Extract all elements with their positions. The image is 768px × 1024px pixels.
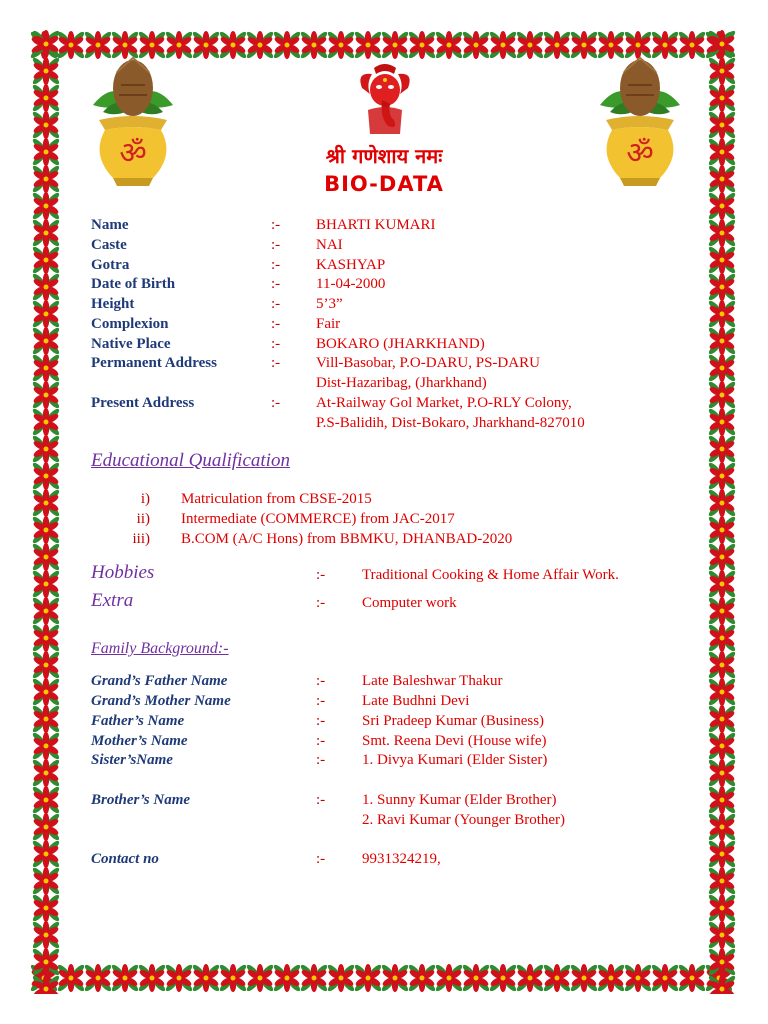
field-label: Mother’s Name (91, 733, 188, 749)
kalash-om-icon (83, 50, 183, 190)
field-label: Contact no (91, 851, 159, 867)
poinsettia-icon (31, 461, 61, 491)
poinsettia-icon (31, 245, 61, 275)
poinsettia-icon (31, 596, 61, 626)
poinsettia-icon (488, 963, 518, 993)
poinsettia-icon (707, 83, 737, 113)
poinsettia-icon (707, 812, 737, 842)
poinsettia-icon (434, 963, 464, 993)
poinsettia-icon (707, 758, 737, 788)
poinsettia-icon (707, 30, 737, 59)
poinsettia-icon (707, 434, 737, 464)
poinsettia-icon (707, 353, 737, 383)
field-separator: :- (316, 752, 326, 768)
field-label: Permanent Address (91, 355, 217, 371)
poinsettia-icon (31, 83, 61, 113)
field-value: Late Budhni Devi (362, 693, 470, 709)
field-value: P.S-Balidih, Dist-Bokaro, Jharkhand-827010 (316, 415, 585, 431)
poinsettia-icon (31, 434, 61, 464)
poinsettia-icon (434, 30, 464, 60)
field-separator: :- (271, 237, 281, 253)
field-value: 2. Ravi Kumar (Younger Brother) (362, 812, 566, 828)
poinsettia-icon (407, 963, 437, 993)
poinsettia-icon (31, 272, 61, 302)
field-label: Father’s Name (91, 713, 185, 729)
field-value: Vill-Basobar, P.O-DARU, PS-DARU (316, 355, 540, 371)
education-item-number: iii) (132, 531, 150, 547)
field-value: 1. Sunny Kumar (Elder Brother) (362, 792, 557, 808)
poinsettia-icon (707, 245, 737, 275)
education-heading: Educational Qualification (91, 450, 290, 471)
education-item-number: i) (140, 491, 150, 507)
poinsettia-icon (31, 488, 61, 518)
poinsettia-icon (707, 623, 737, 653)
poinsettia-icon (31, 542, 61, 572)
poinsettia-icon (31, 812, 61, 842)
education-item-number: ii) (136, 511, 150, 527)
poinsettia-icon (326, 963, 356, 993)
poinsettia-icon (83, 963, 113, 993)
poinsettia-icon (31, 569, 61, 599)
poinsettia-icon (707, 56, 737, 86)
field-value: 11-04-2000 (316, 276, 386, 292)
poinsettia-icon (707, 272, 737, 302)
poinsettia-icon (110, 963, 140, 993)
field-separator: :- (316, 595, 326, 611)
field-label: Height (91, 296, 135, 312)
poinsettia-icon (31, 704, 61, 734)
poinsettia-icon (31, 947, 61, 977)
poinsettia-icon (707, 866, 737, 896)
poinsettia-icon (707, 731, 737, 761)
poinsettia-icon (707, 542, 737, 572)
poinsettia-icon (272, 963, 302, 993)
poinsettia-icon (245, 963, 275, 993)
poinsettia-icon (31, 731, 61, 761)
poinsettia-icon (380, 963, 410, 993)
poinsettia-icon (461, 963, 491, 993)
poinsettia-icon (707, 515, 737, 545)
field-separator: :- (316, 733, 326, 749)
poinsettia-icon (623, 963, 653, 993)
field-separator: :- (316, 792, 326, 808)
poinsettia-icon (31, 785, 61, 815)
field-value: KASHYAP (316, 257, 386, 273)
field-separator: :- (271, 217, 281, 233)
field-value: Fair (316, 316, 341, 332)
poinsettia-icon (299, 30, 329, 60)
contact-number: 9931324219, (362, 851, 441, 867)
field-separator: :- (271, 316, 281, 332)
poinsettia-icon (31, 839, 61, 869)
poinsettia-icon (707, 785, 737, 815)
hobbies-label: Hobbies (91, 562, 155, 583)
field-separator: :- (271, 395, 281, 411)
poinsettia-icon (31, 299, 61, 329)
poinsettia-icon (191, 30, 221, 60)
ganesh-salutation: श्री गणेशाय नमः (325, 144, 443, 168)
poinsettia-icon (218, 30, 248, 60)
poinsettia-icon (31, 30, 61, 59)
poinsettia-icon (353, 30, 383, 60)
poinsettia-icon (707, 488, 737, 518)
field-separator: :- (271, 257, 281, 273)
poinsettia-icon (707, 461, 737, 491)
poinsettia-icon (31, 650, 61, 680)
poinsettia-icon (137, 963, 167, 993)
field-value: BHARTI KUMARI (316, 217, 436, 233)
poinsettia-icon (31, 326, 61, 356)
field-label: Complexion (91, 316, 169, 332)
ganesha-icon (354, 60, 416, 138)
poinsettia-icon (31, 920, 61, 950)
field-value: 1. Divya Kumari (Elder Sister) (362, 752, 548, 768)
poinsettia-icon (407, 30, 437, 60)
field-label: Present Address (91, 395, 195, 411)
field-label: Caste (91, 237, 127, 253)
poinsettia-icon (31, 110, 61, 140)
poinsettia-icon (31, 866, 61, 896)
poinsettia-icon (707, 299, 737, 329)
field-value: NAI (316, 237, 343, 253)
poinsettia-icon (569, 963, 599, 993)
poinsettia-icon (31, 974, 61, 994)
poinsettia-icon (707, 677, 737, 707)
field-value: BOKARO (JHARKHAND) (316, 336, 485, 352)
field-separator: :- (271, 336, 281, 352)
page-title: BIO-DATA (324, 172, 444, 196)
poinsettia-icon (707, 569, 737, 599)
poinsettia-icon (707, 893, 737, 923)
field-value: Sri Pradeep Kumar (Business) (362, 713, 545, 729)
field-label: Sister’sName (91, 752, 173, 768)
poinsettia-icon (707, 920, 737, 950)
poinsettia-icon (31, 218, 61, 248)
poinsettia-icon (272, 30, 302, 60)
poinsettia-icon (353, 963, 383, 993)
poinsettia-icon (515, 30, 545, 60)
education-item-text: Intermediate (COMMERCE) from JAC-2017 (181, 511, 455, 527)
poinsettia-icon (707, 650, 737, 680)
extra-value: Computer work (362, 595, 457, 611)
poinsettia-icon (596, 963, 626, 993)
poinsettia-icon (31, 515, 61, 545)
poinsettia-icon (299, 963, 329, 993)
poinsettia-icon (31, 893, 61, 923)
poinsettia-icon (245, 30, 275, 60)
field-separator: :- (271, 296, 281, 312)
poinsettia-icon (31, 677, 61, 707)
poinsettia-icon (164, 963, 194, 993)
field-label: Grand’s Father Name (91, 673, 228, 689)
poinsettia-icon (650, 963, 680, 993)
poinsettia-icon (707, 326, 737, 356)
poinsettia-icon (707, 839, 737, 869)
poinsettia-icon (707, 407, 737, 437)
poinsettia-icon (326, 30, 356, 60)
extra-label: Extra (91, 590, 134, 611)
poinsettia-icon (677, 963, 707, 993)
field-separator: :- (316, 851, 326, 867)
poinsettia-icon (542, 963, 572, 993)
poinsettia-icon (31, 56, 61, 86)
poinsettia-icon (707, 704, 737, 734)
poinsettia-icon (488, 30, 518, 60)
field-separator: :- (271, 355, 281, 371)
field-label: Name (91, 217, 129, 233)
field-label: Brother’s Name (91, 792, 191, 808)
field-label: Grand’s Mother Name (91, 693, 231, 709)
field-value: Late Baleshwar Thakur (362, 673, 503, 689)
field-separator: :- (271, 276, 281, 292)
field-value: Smt. Reena Devi (House wife) (362, 733, 547, 749)
poinsettia-icon (542, 30, 572, 60)
field-value: Dist-Hazaribag, (Jharkhand) (316, 375, 487, 391)
field-label: Native Place (91, 336, 171, 352)
field-separator: :- (316, 673, 326, 689)
field-value: At-Railway Gol Market, P.O-RLY Colony, (316, 395, 572, 411)
poinsettia-icon (31, 758, 61, 788)
field-separator: :- (316, 567, 326, 583)
poinsettia-icon (380, 30, 410, 60)
svg-text:ॐ: ॐ (626, 136, 654, 171)
family-heading: Family Background:- (91, 640, 229, 657)
poinsettia-icon (31, 623, 61, 653)
poinsettia-icon (707, 596, 737, 626)
kalash-om-icon (590, 50, 690, 190)
education-item-text: Matriculation from CBSE-2015 (181, 491, 372, 507)
education-item-text: B.COM (A/C Hons) from BBMKU, DHANBAD-2020 (181, 531, 513, 547)
poinsettia-icon (31, 407, 61, 437)
field-label: Gotra (91, 257, 130, 273)
poinsettia-icon (191, 963, 221, 993)
field-label: Date of Birth (91, 276, 176, 292)
poinsettia-icon (218, 963, 248, 993)
poinsettia-icon (31, 380, 61, 410)
poinsettia-icon (515, 963, 545, 993)
hobbies-value: Traditional Cooking & Home Affair Work. (362, 567, 619, 583)
poinsettia-icon (707, 110, 737, 140)
poinsettia-icon (707, 974, 737, 994)
poinsettia-icon (707, 380, 737, 410)
poinsettia-icon (707, 218, 737, 248)
field-separator: :- (316, 693, 326, 709)
svg-text:ॐ: ॐ (119, 136, 147, 171)
field-separator: :- (316, 713, 326, 729)
poinsettia-icon (31, 353, 61, 383)
poinsettia-icon (461, 30, 491, 60)
poinsettia-icon (707, 947, 737, 977)
flower-border-bottom (30, 962, 738, 994)
field-value: 5’3” (316, 296, 343, 312)
